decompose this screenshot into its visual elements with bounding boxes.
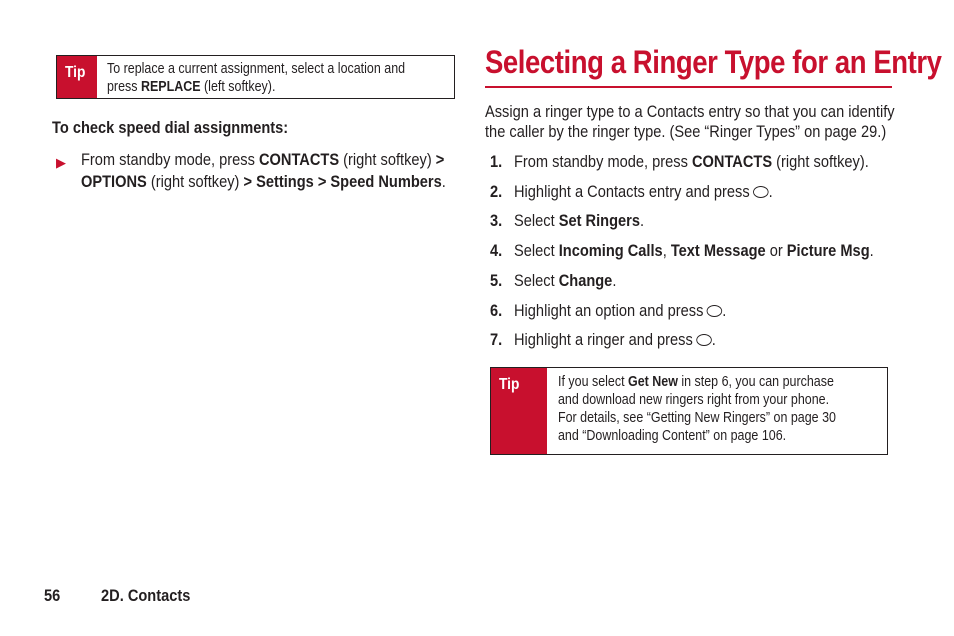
ok-key-icon bbox=[753, 186, 768, 198]
footer-section-label: 2D. Contacts bbox=[101, 586, 191, 605]
tip-text: If you select Get New in step 6, you can purchase and download new ringers right from your phone. For details, see “Getting New Ringers” on page 30 and “Downloading Content” on page 106. bbox=[558, 374, 836, 444]
section-intro: Assign a ringer type to a Contacts entry so that you can identify the caller by the ringer type. (See “Ringer Types” on page 29.) bbox=[485, 102, 895, 141]
get-new-label: Get New bbox=[628, 374, 678, 390]
step-number: 3. bbox=[490, 211, 503, 230]
step-number: 1. bbox=[490, 152, 503, 171]
tip-line: To replace a current assignment, select a location and bbox=[107, 61, 406, 77]
step-number: 2. bbox=[490, 182, 503, 201]
ok-key-icon bbox=[707, 305, 722, 317]
tip-text: To replace a current assignment, select a location and press REPLACE (left softkey). bbox=[107, 61, 406, 95]
step-number: 5. bbox=[490, 271, 503, 290]
tip-label: Tip bbox=[491, 368, 547, 454]
step-number: 4. bbox=[490, 241, 503, 260]
replace-softkey-label: REPLACE bbox=[141, 79, 201, 95]
title-underline bbox=[485, 86, 892, 88]
step-number: 7. bbox=[490, 330, 503, 349]
ok-key-icon bbox=[696, 334, 711, 346]
right-triangle-bullet-icon: ▶ bbox=[56, 155, 66, 170]
section-title: Selecting a Ringer Type for an Entry bbox=[485, 44, 942, 80]
tip-box-replace bbox=[56, 55, 455, 99]
step-number: 6. bbox=[490, 301, 503, 320]
tip-label: Tip bbox=[57, 56, 97, 98]
tip-box-get-new bbox=[490, 367, 888, 455]
page-number: 56 bbox=[44, 586, 61, 605]
speed-dial-heading: To check speed dial assignments: bbox=[52, 118, 289, 137]
